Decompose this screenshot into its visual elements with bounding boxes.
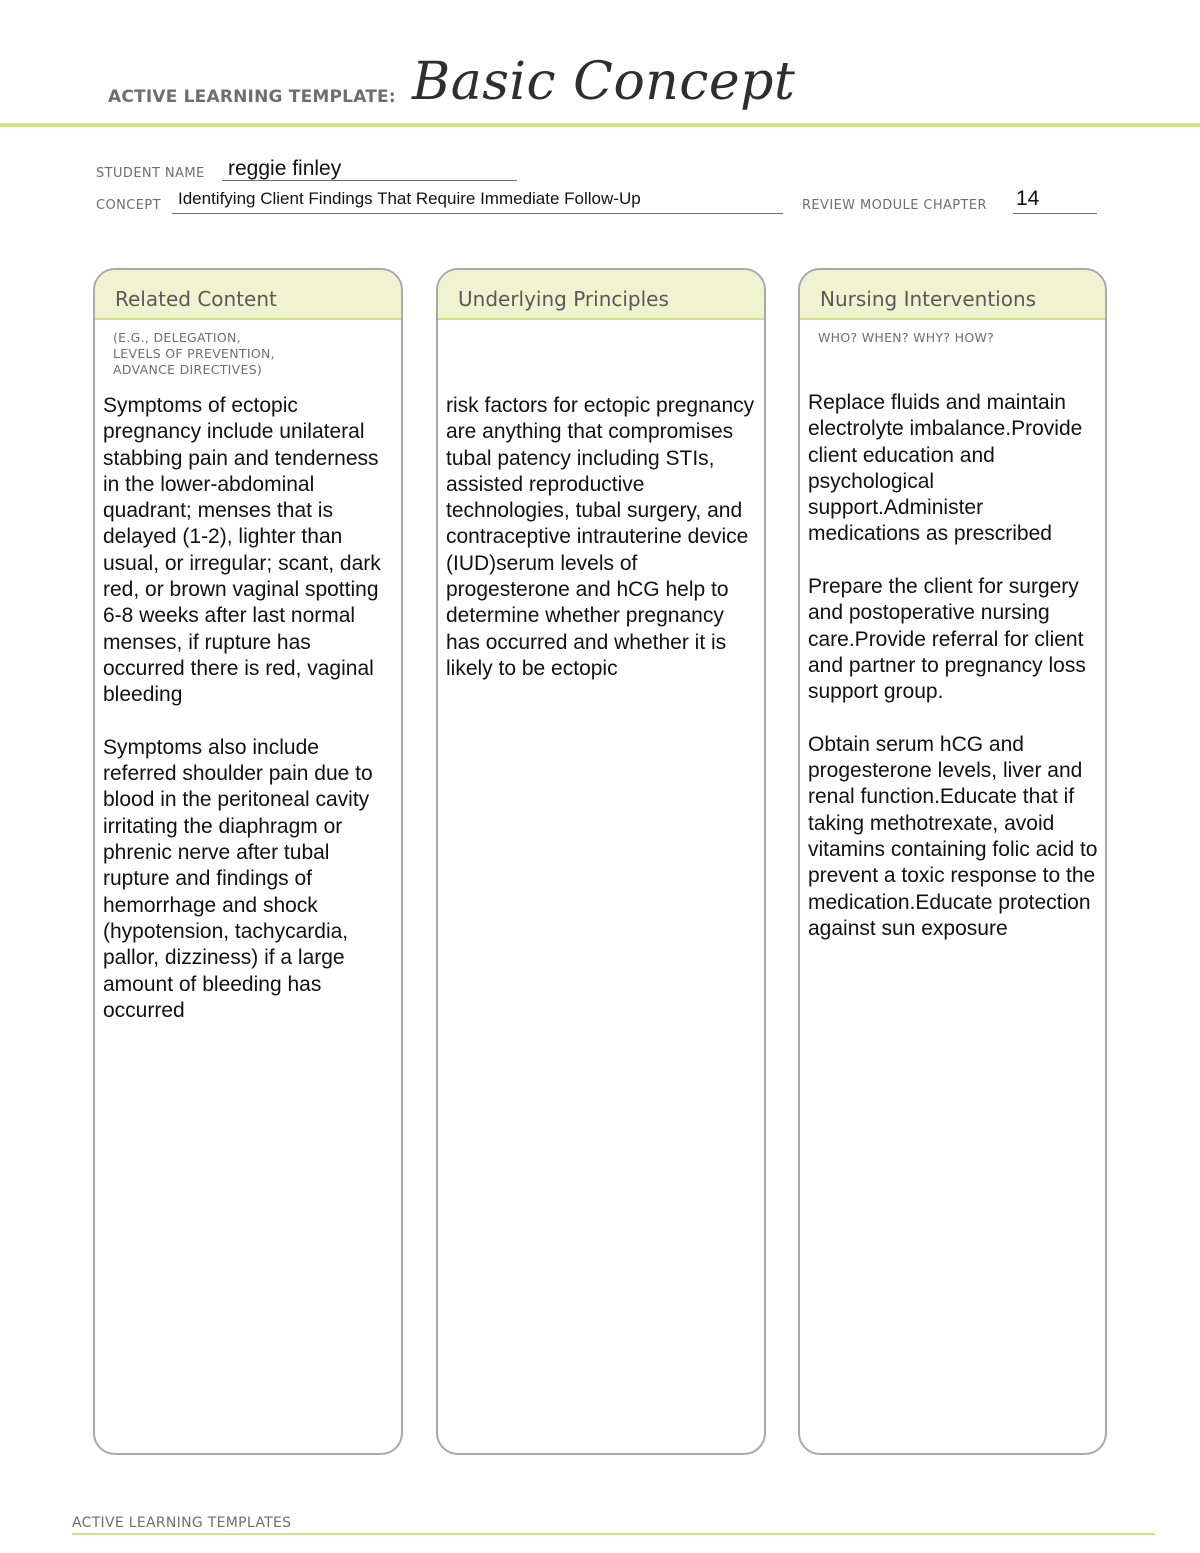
student-name-label: STUDENT NAME [96,166,205,181]
related-content-hint [113,330,275,378]
paragraph: Prepare the client for surgery and postoperative nursing care.Provide referral for client and partner to pregnancy loss support group. [808,575,1086,704]
hint-line: ADVANCE DIRECTIVES) [113,362,263,377]
chapter-field[interactable]: 14 [1016,187,1040,210]
underlying-principles-heading: Underlying Principles [438,270,764,320]
hint-line: LEVELS OF PREVENTION, [113,346,275,361]
nursing-interventions-heading: Nursing Interventions [800,270,1105,320]
underlying-principles-panel [436,268,766,1455]
related-content-panel [93,268,403,1455]
paragraph: Replace fluids and maintain electrolyte imbalance.Provide client education and psychological support.Administer medications as prescribed [808,391,1083,546]
nursing-interventions-hint [818,330,994,346]
template-label: ACTIVE LEARNING TEMPLATE: [108,87,396,107]
paragraph: Obtain serum hCG and progesterone levels, liver and renal function.Educate that if taking methotrexate, avoid vitamins containing folic acid to prevent a toxic response to the medication.Educate protection against sun exposure [808,732,1098,940]
paragraph: risk factors for ectopic pregnancy are anything that compromises tubal patency including STIs, assisted reproductive technologies, tubal surgery, and contraceptive intrauterine device (IUD)serum levels of progesterone and hCG help to determine whether pregnancy has occurred and whether it is likely to be ectopic [446,394,755,680]
related-content-text[interactable] [103,393,395,1050]
chapter-line [1013,213,1097,214]
footer-label: ACTIVE LEARNING TEMPLATES [72,1515,292,1531]
underlying-principles-text[interactable] [446,393,758,709]
concept-label: CONCEPT [96,198,161,213]
related-content-heading: Related Content [95,270,401,320]
hint-line: WHO? WHEN? WHY? HOW? [818,330,995,345]
nursing-interventions-panel [798,268,1107,1455]
concept-field[interactable]: Identifying Client Findings That Require Immediate Follow-Up [178,189,641,208]
paragraph: Symptoms of ectopic pregnancy include unilateral stabbing pain and tenderness in the lower-abdominal quadrant; menses that is delayed (1-2), lighter than usual, or irregular; scant, dark red, or brown vaginal spotting 6-8 weeks after last normal menses, if rupture has occurred there is red, vaginal bleeding [103,394,381,707]
nursing-interventions-text[interactable] [808,390,1099,969]
concept-line [172,213,783,214]
header-divider [0,123,1200,127]
hint-line: (E.G., DELEGATION, [113,330,241,345]
paragraph: Symptoms also include referred shoulder pain due to blood in the peritoneal cavity irritating the diaphragm or phrenic nerve after tubal rupture and findings of hemorrhage and shock (hypotension, tachycardia, pallor, dizziness) if a large amount of bleeding has occurred [103,735,373,1022]
page-title: Basic Concept [412,52,796,112]
footer-divider [72,1533,1155,1535]
student-name-field[interactable]: reggie finley [228,157,342,180]
chapter-label: REVIEW MODULE CHAPTER [802,198,987,213]
